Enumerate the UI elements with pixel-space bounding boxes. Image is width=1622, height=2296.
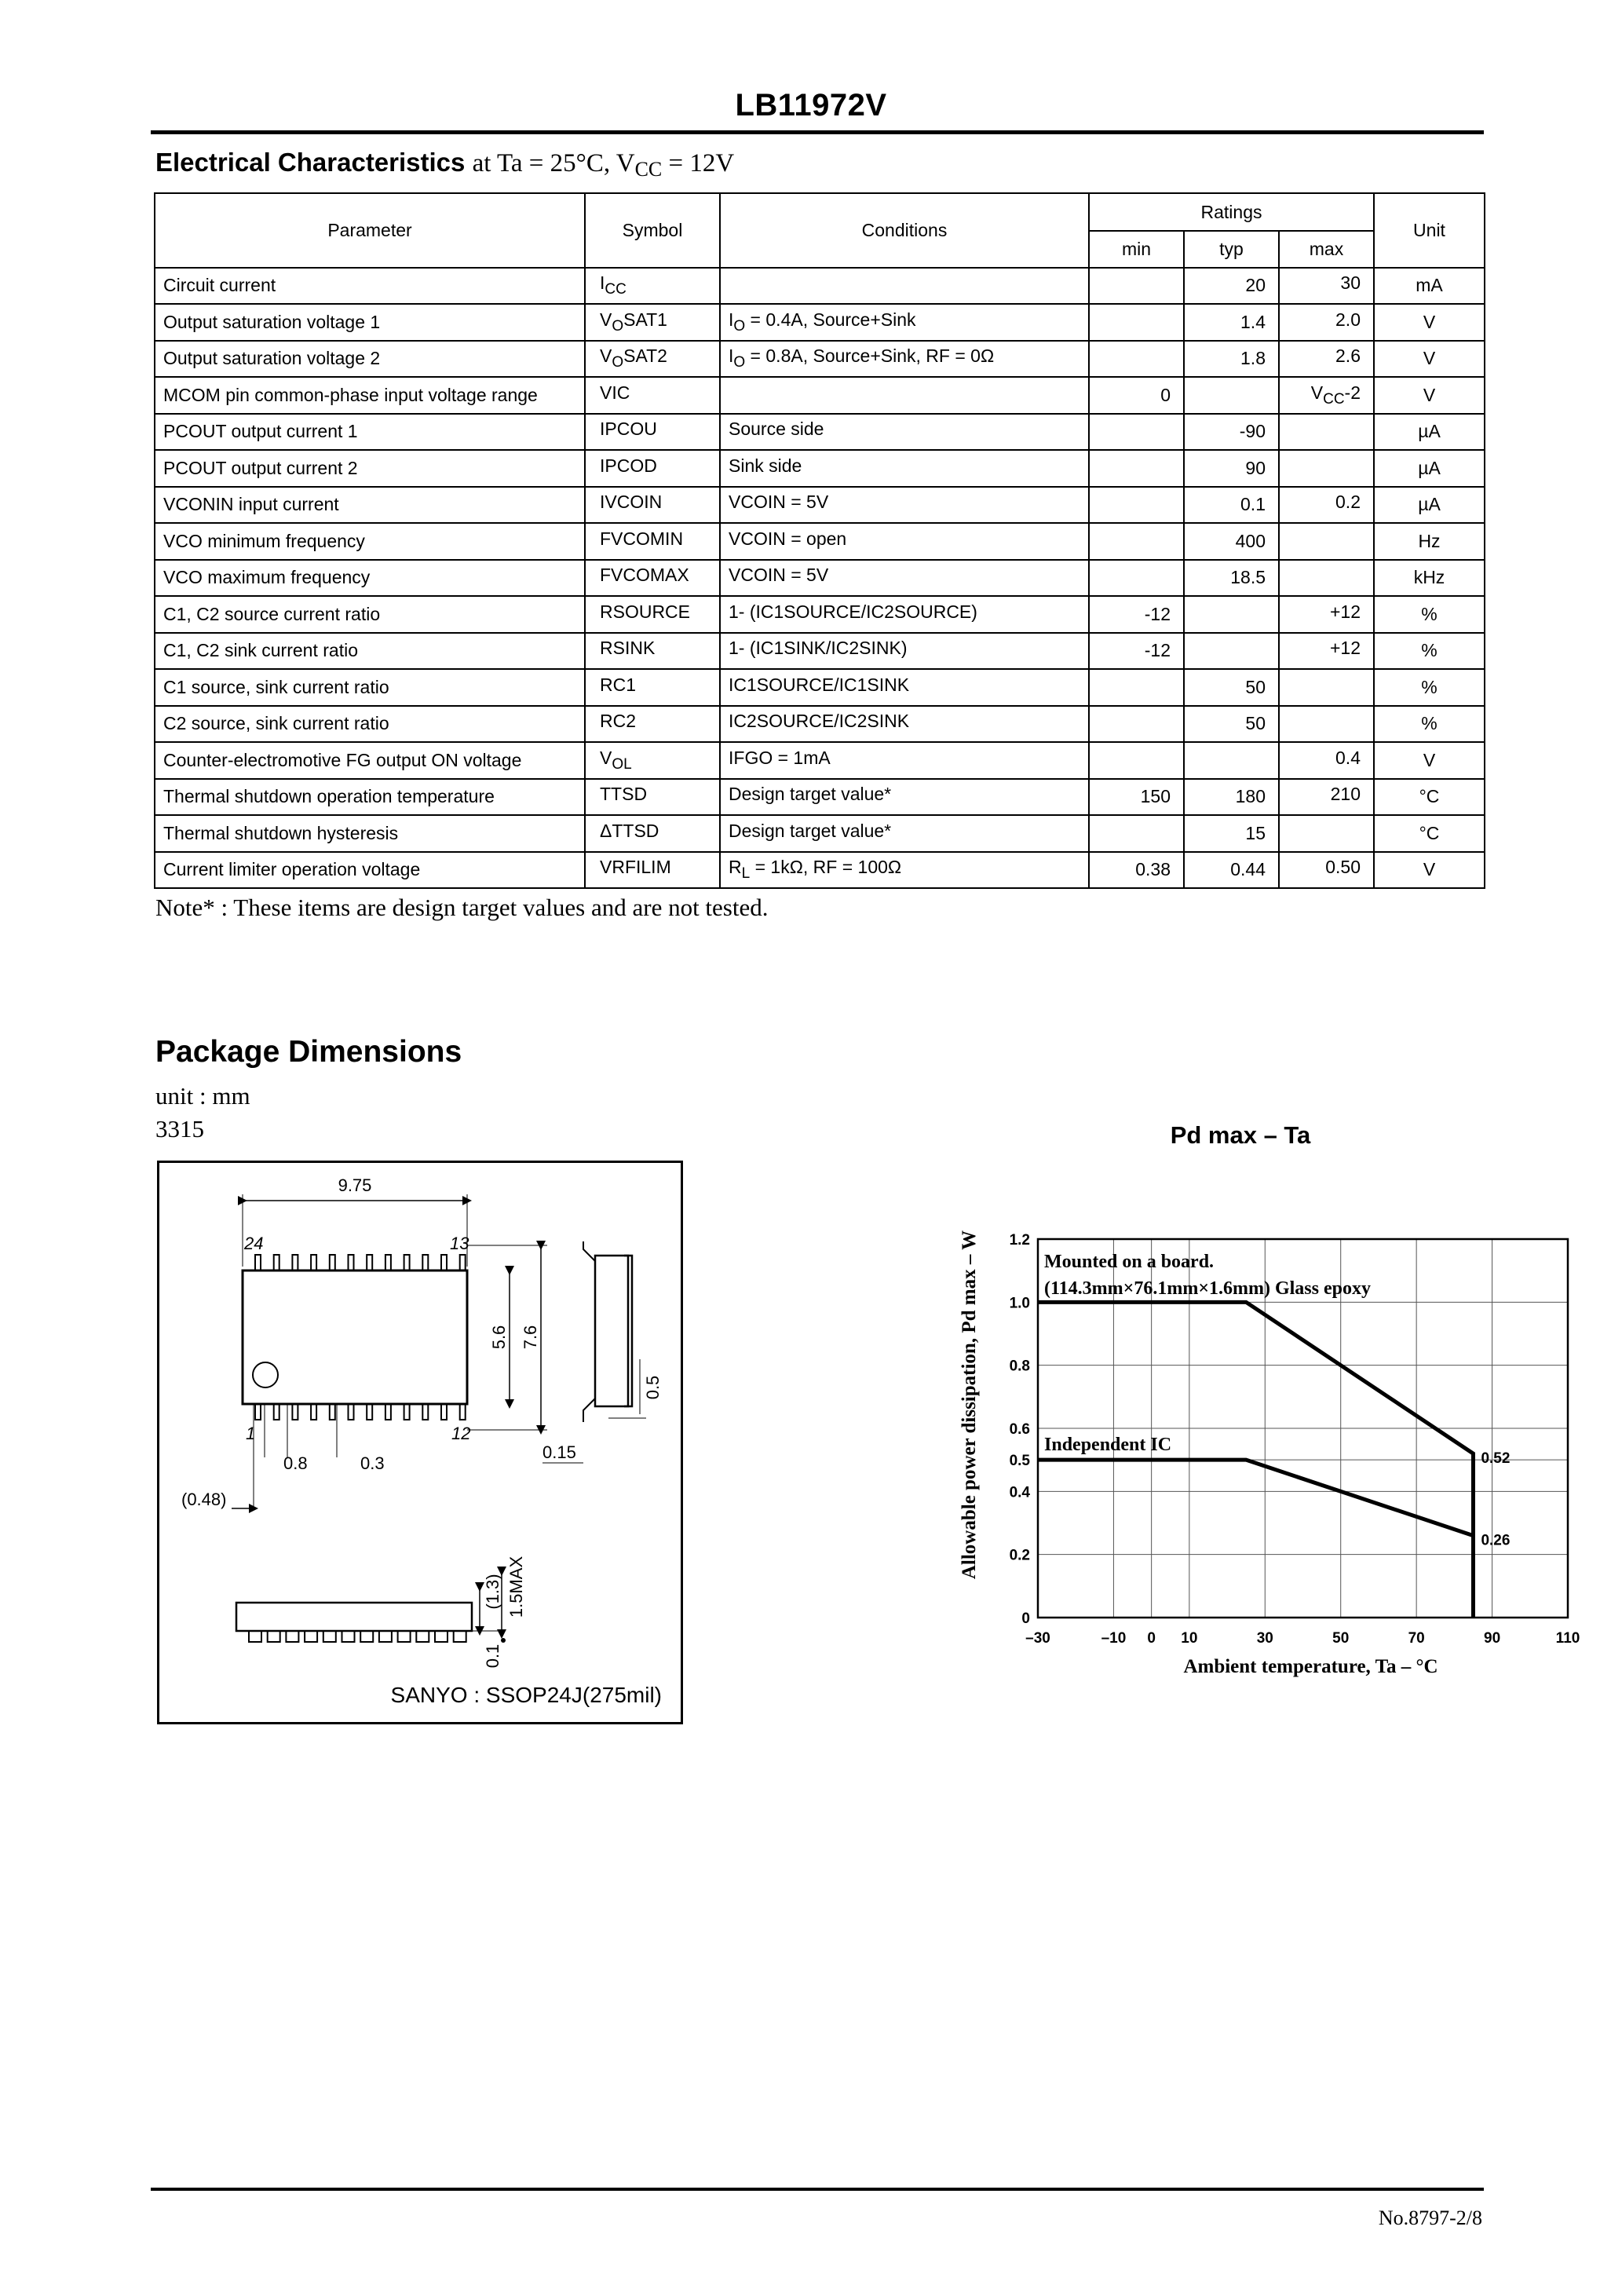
lead (422, 1255, 428, 1270)
col-symbol: Symbol (585, 193, 720, 268)
annotation-board-1: Mounted on a board. (1044, 1252, 1215, 1272)
upper-leads (255, 1255, 466, 1270)
cell-typ: -90 (1184, 414, 1279, 451)
y-tick-label: 0.4 (1009, 1484, 1030, 1501)
cell-typ: 1.8 (1184, 341, 1279, 378)
lead (311, 1404, 316, 1420)
lead (249, 1631, 261, 1642)
col-ratings: Ratings (1089, 193, 1374, 231)
cell-unit: mA (1374, 268, 1485, 305)
x-axis-label: Ambient temperature, Ta – °C (1183, 1656, 1438, 1677)
table-row (155, 852, 1485, 889)
cell-conditions (720, 268, 1089, 305)
cell-min (1089, 706, 1184, 743)
cell-symbol: $I_{CC}$ (585, 268, 720, 305)
lead (435, 1631, 448, 1642)
table-row (155, 742, 1485, 779)
cell-min (1089, 414, 1184, 451)
table-row (155, 779, 1485, 816)
col-parameter: Parameter (155, 193, 585, 268)
top-rule (151, 130, 1484, 134)
cell-typ: 20 (1184, 268, 1279, 305)
dim-lead-thickness: 0.15 (542, 1442, 576, 1462)
cell-min (1089, 742, 1184, 779)
cell-symbol: RSINK (585, 633, 720, 670)
pin-1-label: 1 (246, 1424, 256, 1443)
lead (404, 1255, 410, 1270)
dim-standoff: 0.1 (483, 1643, 502, 1669)
heading-bold-text: Electrical Characteristics (155, 148, 466, 177)
y-tick-label: 1.0 (1009, 1295, 1030, 1312)
cell-unit: µA (1374, 414, 1485, 451)
cell-unit: µA (1374, 487, 1485, 524)
cell-min: 150 (1089, 779, 1184, 816)
cell-unit: % (1374, 706, 1485, 743)
y-axis-label: Allowable power dissipation, Pd max – W (959, 1230, 980, 1580)
pin-13-label: 13 (450, 1234, 469, 1253)
cell-min: 0.38 (1089, 852, 1184, 889)
lead (311, 1255, 316, 1270)
lead (404, 1404, 410, 1420)
cell-min (1089, 815, 1184, 852)
dim-lead-length: 0.5 (643, 1375, 663, 1400)
cell-typ: 180 (1184, 779, 1279, 816)
cell-max: 30 (1279, 268, 1374, 305)
table-row (155, 450, 1485, 487)
cell-symbol: FVCOMAX (585, 560, 720, 597)
page-number: No.8797-2/8 (1378, 2206, 1482, 2229)
cell-parameter: Output saturation voltage 2 (155, 341, 585, 378)
cell-conditions: IC2SOURCE/IC2SINK (720, 706, 1089, 743)
lower-leads (255, 1404, 466, 1420)
lead (323, 1631, 336, 1642)
table-row (155, 268, 1485, 305)
cell-min (1089, 341, 1184, 378)
y-tick-label: 0.5 (1009, 1453, 1030, 1470)
lead (460, 1404, 466, 1420)
cell-min (1089, 450, 1184, 487)
document-title: LB11972V (735, 88, 887, 122)
cell-max: +12 (1279, 596, 1374, 633)
cell-symbol: IPCOD (585, 450, 720, 487)
cell-parameter: VCO minimum frequency (155, 523, 585, 560)
cell-conditions: $I_O = 0.4A$, Source+Sink (720, 304, 1089, 341)
cell-conditions: VCOIN = 5V (720, 560, 1089, 597)
cell-typ: 0.44 (1184, 852, 1279, 889)
cell-max: 0.4 (1279, 742, 1374, 779)
x-tick-label: –30 (1025, 1630, 1050, 1647)
cell-symbol: IVCOIN (585, 487, 720, 524)
table-row (155, 560, 1485, 597)
cell-parameter: Output saturation voltage 1 (155, 304, 585, 341)
cell-min (1089, 560, 1184, 597)
lead (286, 1631, 298, 1642)
lead (422, 1404, 428, 1420)
cell-typ (1184, 596, 1279, 633)
end-value-label-1: 0.52 (1481, 1450, 1511, 1468)
dim-body-height: (1.3) (483, 1574, 502, 1610)
cell-min: -12 (1089, 633, 1184, 670)
cell-min: -12 (1089, 596, 1184, 633)
cell-max (1279, 706, 1374, 743)
cell-typ: 50 (1184, 669, 1279, 706)
lead (274, 1404, 279, 1420)
cell-unit: V (1374, 852, 1485, 889)
lead (367, 1404, 372, 1420)
front-leads (249, 1631, 466, 1642)
table-row (155, 669, 1485, 706)
cell-parameter: MCOM pin common-phase input voltage range (155, 377, 585, 414)
electrical-characteristics-heading (155, 148, 734, 181)
lead (305, 1631, 317, 1642)
y-tick-label: 0 (1021, 1610, 1030, 1627)
cell-conditions: VCOIN = 5V (720, 487, 1089, 524)
lead (292, 1255, 298, 1270)
table-row (155, 377, 1485, 414)
package-code: 3315 (155, 1115, 204, 1143)
table-row (155, 815, 1485, 852)
cell-max (1279, 560, 1374, 597)
cell-typ: 50 (1184, 706, 1279, 743)
package-outline-drawing (159, 1163, 681, 1722)
cell-typ: 400 (1184, 523, 1279, 560)
lead (385, 1404, 391, 1420)
lead (349, 1255, 354, 1270)
cell-max: +12 (1279, 633, 1374, 670)
y-tick-label: 0.6 (1009, 1421, 1030, 1438)
lead (349, 1404, 354, 1420)
cell-min (1089, 268, 1184, 305)
x-tick-label: 10 (1181, 1630, 1198, 1647)
dim-pitch: 0.8 (283, 1453, 308, 1473)
cell-conditions: Source side (720, 414, 1089, 451)
pd-max-ta-chart (895, 1115, 1580, 1677)
cell-conditions (720, 377, 1089, 414)
table-row (155, 633, 1485, 670)
cell-max: 2.0 (1279, 304, 1374, 341)
cell-parameter: C1, C2 sink current ratio (155, 633, 585, 670)
annotation-board-2: (114.3mm×76.1mm×1.6mm) Glass epoxy (1044, 1278, 1371, 1299)
table-row (155, 341, 1485, 378)
cell-min (1089, 523, 1184, 560)
lead (360, 1631, 373, 1642)
cell-parameter: C1, C2 source current ratio (155, 596, 585, 633)
cell-parameter: Current limiter operation voltage (155, 852, 585, 889)
cell-max: 0.50 (1279, 852, 1374, 889)
lead (330, 1404, 335, 1420)
cell-typ: 0.1 (1184, 487, 1279, 524)
cell-unit: µA (1374, 450, 1485, 487)
cell-max (1279, 669, 1374, 706)
cell-max (1279, 450, 1374, 487)
package-name: SANYO : SSOP24J(275mil) (390, 1683, 662, 1707)
cell-unit: V (1374, 377, 1485, 414)
table-row (155, 706, 1485, 743)
package-body-front-view (236, 1603, 472, 1631)
cell-unit: V (1374, 742, 1485, 779)
y-tick-label: 0.8 (1009, 1358, 1030, 1375)
cell-unit: Hz (1374, 523, 1485, 560)
cell-parameter: C1 source, sink current ratio (155, 669, 585, 706)
x-tick-label: 110 (1555, 1630, 1580, 1647)
cell-unit: V (1374, 341, 1485, 378)
cell-symbol: TTSD (585, 779, 720, 816)
package-body-side-view (595, 1256, 628, 1406)
table-row (155, 487, 1485, 524)
cell-parameter: Thermal shutdown hysteresis (155, 815, 585, 852)
cell-max: 210 (1279, 779, 1374, 816)
cell-parameter: C2 source, sink current ratio (155, 706, 585, 743)
cell-max (1279, 523, 1374, 560)
cell-parameter: VCO maximum frequency (155, 560, 585, 597)
lead (398, 1631, 411, 1642)
cell-symbol: RC2 (585, 706, 720, 743)
cell-typ: 15 (1184, 815, 1279, 852)
cell-symbol: FVCOMIN (585, 523, 720, 560)
cell-typ (1184, 633, 1279, 670)
cell-conditions: Design target value* (720, 815, 1089, 852)
lead (441, 1404, 447, 1420)
table-note: Note* : These items are design target values and are not tested. (155, 894, 769, 921)
lead (441, 1255, 447, 1270)
lead (460, 1255, 466, 1270)
pin-24-label: 24 (244, 1234, 264, 1253)
cell-unit: °C (1374, 779, 1485, 816)
lead (416, 1631, 429, 1642)
cell-conditions: $I_O = 0.8A$, Source+Sink, RF = 0Ω (720, 341, 1089, 378)
cell-min (1089, 304, 1184, 341)
cell-parameter: Thermal shutdown operation temperature (155, 779, 585, 816)
y-tick-label: 1.2 (1009, 1232, 1030, 1249)
cell-conditions: VCOIN = open (720, 523, 1089, 560)
col-typ: typ (1184, 231, 1279, 268)
cell-min (1089, 669, 1184, 706)
col-max: max (1279, 231, 1374, 268)
lead (268, 1631, 280, 1642)
x-tick-label: 70 (1408, 1630, 1425, 1647)
cell-typ (1184, 742, 1279, 779)
cell-unit: kHz (1374, 560, 1485, 597)
cell-parameter: VCONIN input current (155, 487, 585, 524)
lead (292, 1404, 298, 1420)
pin-12-label: 12 (451, 1424, 471, 1443)
cell-parameter: PCOUT output current 2 (155, 450, 585, 487)
x-tick-label: 90 (1484, 1630, 1501, 1647)
cell-min (1089, 487, 1184, 524)
x-tick-label: –10 (1101, 1630, 1127, 1647)
electrical-characteristics-table (154, 192, 1485, 889)
cell-typ: 18.5 (1184, 560, 1279, 597)
cell-parameter: Circuit current (155, 268, 585, 305)
lead (330, 1255, 335, 1270)
cell-min: 0 (1089, 377, 1184, 414)
cell-conditions: Sink side (720, 450, 1089, 487)
lead (385, 1255, 391, 1270)
cell-typ (1184, 377, 1279, 414)
cell-symbol: VRFILIM (585, 852, 720, 889)
cell-conditions: IC1SOURCE/IC1SINK (720, 669, 1089, 706)
cell-unit: °C (1374, 815, 1485, 852)
col-conditions: Conditions (720, 193, 1089, 268)
package-unit: unit : mm (155, 1082, 250, 1110)
cell-typ: 1.4 (1184, 304, 1279, 341)
cell-max: 0.2 (1279, 487, 1374, 524)
lead (379, 1631, 392, 1642)
cell-symbol: IPCOU (585, 414, 720, 451)
cell-conditions: Design target value* (720, 779, 1089, 816)
cell-symbol: $V_{OL}$ (585, 742, 720, 779)
package-drawing (157, 1161, 683, 1724)
dim-overall-width: 7.6 (521, 1325, 540, 1350)
dim-offset: (0.48) (181, 1490, 227, 1509)
cell-symbol: RC1 (585, 669, 720, 706)
heading-condition: at Ta = 25°C, $V_{CC} = 12V$ (472, 149, 735, 181)
lead (454, 1631, 466, 1642)
table-row (155, 414, 1485, 451)
x-tick-label: 30 (1256, 1630, 1273, 1647)
cell-conditions: $R_L = 1k\Omega$, RF = 100Ω (720, 852, 1089, 889)
pin1-marker-icon (253, 1362, 278, 1387)
package-dimensions-heading: Package Dimensions (155, 1035, 462, 1069)
lead (255, 1404, 261, 1420)
cell-symbol: ΔTTSD (585, 815, 720, 852)
cell-symbol: VIC (585, 377, 720, 414)
cell-parameter: Counter-electromotive FG output ON voltage (155, 742, 585, 779)
x-tick-label: 0 (1147, 1630, 1156, 1647)
y-tick-label: 0.2 (1009, 1547, 1030, 1564)
series-line-2 (1038, 1460, 1473, 1535)
cell-unit: V (1374, 304, 1485, 341)
table-row (155, 304, 1485, 341)
cell-unit: % (1374, 669, 1485, 706)
cell-conditions: IFGO = 1mA (720, 742, 1089, 779)
cell-max: $V_{CC}-2$ (1279, 377, 1374, 414)
x-tick-label: 50 (1332, 1630, 1350, 1647)
lead (274, 1255, 279, 1270)
lead (367, 1255, 372, 1270)
dim-body-width: 5.6 (489, 1325, 509, 1350)
col-min: min (1089, 231, 1184, 268)
dim-length: 9.75 (338, 1175, 372, 1195)
lead (255, 1255, 261, 1270)
cell-max (1279, 815, 1374, 852)
col-unit: Unit (1374, 193, 1485, 268)
table-row (155, 523, 1485, 560)
cell-symbol: RSOURCE (585, 596, 720, 633)
end-value-label-2: 0.26 (1481, 1532, 1511, 1549)
table-row (155, 596, 1485, 633)
chart-title: Pd max – Ta (1170, 1121, 1311, 1149)
cell-symbol: $V_OSAT1$ (585, 304, 720, 341)
cell-conditions: 1- (IC1SINK/IC2SINK) (720, 633, 1089, 670)
cell-max: 2.6 (1279, 341, 1374, 378)
cell-conditions: 1- (IC1SOURCE/IC2SOURCE) (720, 596, 1089, 633)
cell-symbol: $V_OSAT2$ (585, 341, 720, 378)
dim-lead-width: 0.3 (360, 1453, 385, 1473)
lead (342, 1631, 355, 1642)
cell-parameter: PCOUT output current 1 (155, 414, 585, 451)
dim-max-height: 1.5MAX (506, 1556, 526, 1618)
cell-max (1279, 414, 1374, 451)
bottom-rule (151, 2188, 1484, 2191)
package-body-top-view (243, 1270, 467, 1404)
annotation-independent: Independent IC (1044, 1435, 1172, 1456)
table-body (155, 268, 1485, 889)
cell-unit: % (1374, 596, 1485, 633)
cell-typ: 90 (1184, 450, 1279, 487)
cell-unit: % (1374, 633, 1485, 670)
